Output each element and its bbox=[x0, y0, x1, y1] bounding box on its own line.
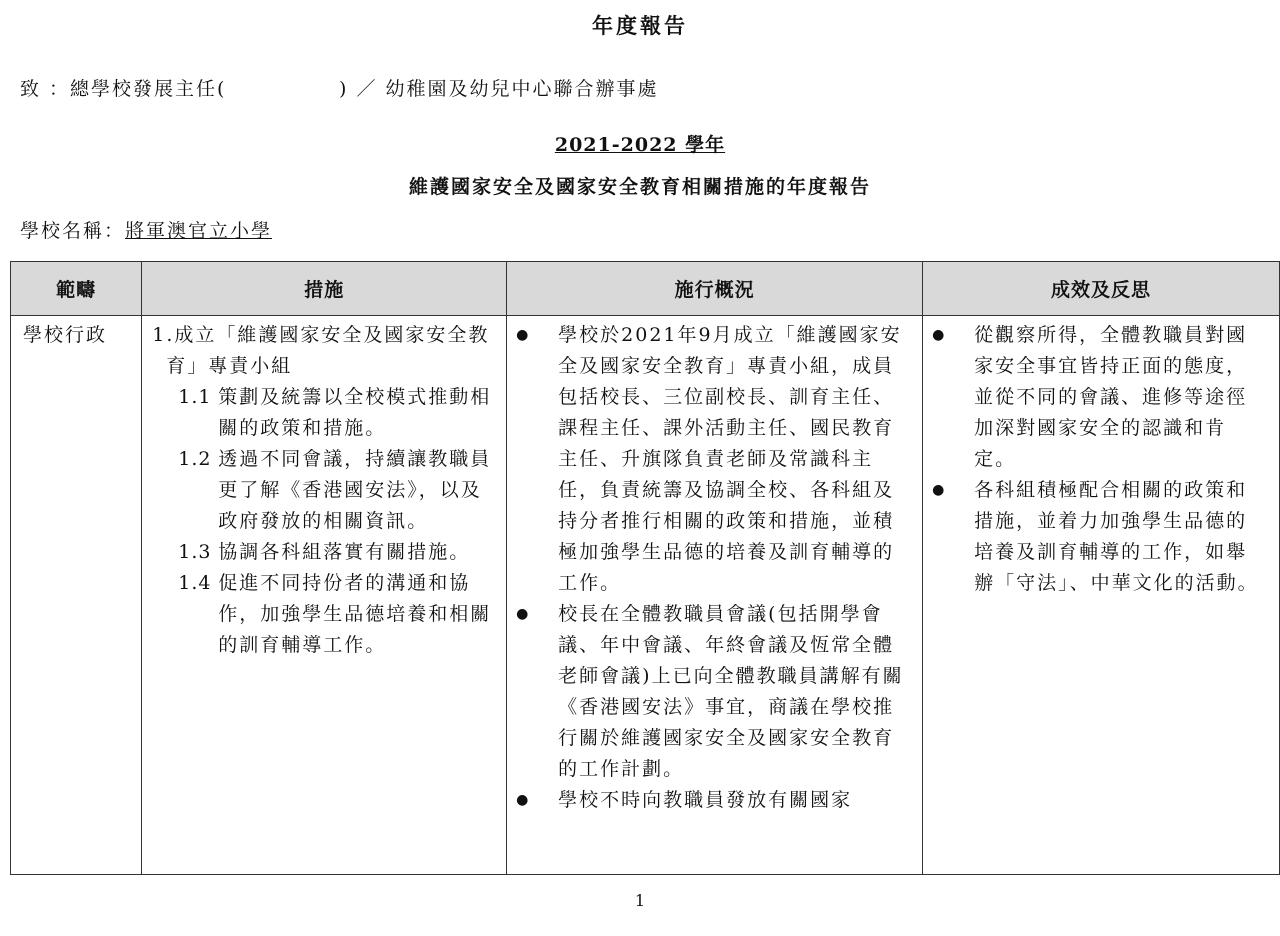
measure-item-text: 透過不同會議，持續讓教職員更了解《香港國安法》，以及政府發放的相關資訊。 bbox=[218, 448, 492, 532]
page-number: 1 bbox=[634, 891, 646, 910]
implementation-text: 學校不時向教職員發放有關國家 bbox=[558, 789, 853, 811]
measure-item-number: 1.3 bbox=[178, 541, 212, 563]
list-item bbox=[508, 785, 921, 816]
report-title: 維護國家安全及國家安全教育相關措施的年度報告 bbox=[408, 176, 871, 198]
measure-item-text: 策劃及統籌以全校模式推動相關的政策和措施。 bbox=[218, 386, 492, 439]
measure-item-number: 1.2 bbox=[178, 448, 212, 470]
school-name-line bbox=[20, 216, 272, 243]
effectiveness-list bbox=[924, 320, 1278, 599]
implementation-cell bbox=[507, 316, 923, 875]
bullet-icon: ● bbox=[516, 792, 531, 808]
measure-item-number: 1.4 bbox=[178, 572, 212, 594]
effectiveness-text: 各科組積極配合相關的政策和措施，並着力加強學生品德的培養及訓育輔導的工作，如舉辦「守法」、中華文化的活動。 bbox=[974, 479, 1259, 594]
measure-item bbox=[178, 568, 496, 661]
school-name-label: 學校名稱： bbox=[20, 220, 126, 242]
bullet-icon: ● bbox=[516, 606, 531, 622]
list-item bbox=[508, 599, 921, 785]
measure-heading: 1.成立「維護國家安全及國家安全教育」專責小組 bbox=[152, 324, 490, 377]
effectiveness-text: 從觀察所得，全體教職員對國家安全事宜皆持正面的態度，並從不同的會議、進修等途徑加深對國家安全的認識和肯定。 bbox=[974, 324, 1248, 470]
effectiveness-cell bbox=[923, 316, 1280, 875]
implementation-text: 校長在全體教職員會議(包括開學會議、年中會議、年終會議及恆常全體老師會議)上已向全體教職員講解有關《香港國安法》事宜，商議在學校推行關於維護國家安全及國家安全教育的工作計劃。 bbox=[558, 603, 904, 780]
list-item bbox=[508, 320, 921, 599]
table-row bbox=[11, 316, 1280, 875]
measure-item bbox=[178, 537, 496, 568]
school-name: 將軍澳官立小學 bbox=[125, 220, 273, 242]
header-effectiveness: 成效及反思 bbox=[923, 262, 1280, 316]
implementation-text: 學校於2021年9月成立「維護國家安全及國家安全教育」專責小組，成員包括校長、三位副校長、訓育主任、課程主任、課外活動主任、國民教育主任、升旗隊負責老師及常識科主任，負責統籌及協調全校、各科組及持分者推行相關的政策和措施，並積極加強學生品德的培養及訓育輔導的工作。 bbox=[558, 324, 902, 594]
header-implementation: 施行概況 bbox=[507, 262, 923, 316]
bullet-icon: ● bbox=[932, 327, 947, 343]
header-measures: 措施 bbox=[142, 262, 507, 316]
document-title: 年度報告 bbox=[592, 13, 688, 38]
list-item bbox=[924, 475, 1278, 599]
measure-item bbox=[178, 382, 496, 444]
recipient-line: 致 ：總學校發展主任( ) ／ 幼稚園及幼兒中心聯合辦事處 bbox=[20, 78, 659, 100]
measure-item-text: 協調各科組落實有關措施。 bbox=[218, 541, 471, 563]
bullet-icon: ● bbox=[932, 482, 947, 498]
measures-cell bbox=[142, 316, 507, 875]
implementation-list bbox=[508, 320, 921, 816]
list-item bbox=[924, 320, 1278, 475]
measure-item bbox=[178, 444, 496, 537]
measure-item-text: 促進不同持份者的溝通和協作，加強學生品德培養和相關的訓育輔導工作。 bbox=[218, 572, 492, 656]
report-table bbox=[10, 261, 1280, 875]
measure-item-number: 1.1 bbox=[178, 386, 212, 408]
category-cell: 學校行政 bbox=[11, 316, 142, 875]
bullet-icon: ● bbox=[516, 327, 531, 343]
header-category: 範疇 bbox=[11, 262, 142, 316]
school-year: 2021-2022 學年 bbox=[554, 134, 726, 156]
table-header-row bbox=[11, 262, 1280, 316]
